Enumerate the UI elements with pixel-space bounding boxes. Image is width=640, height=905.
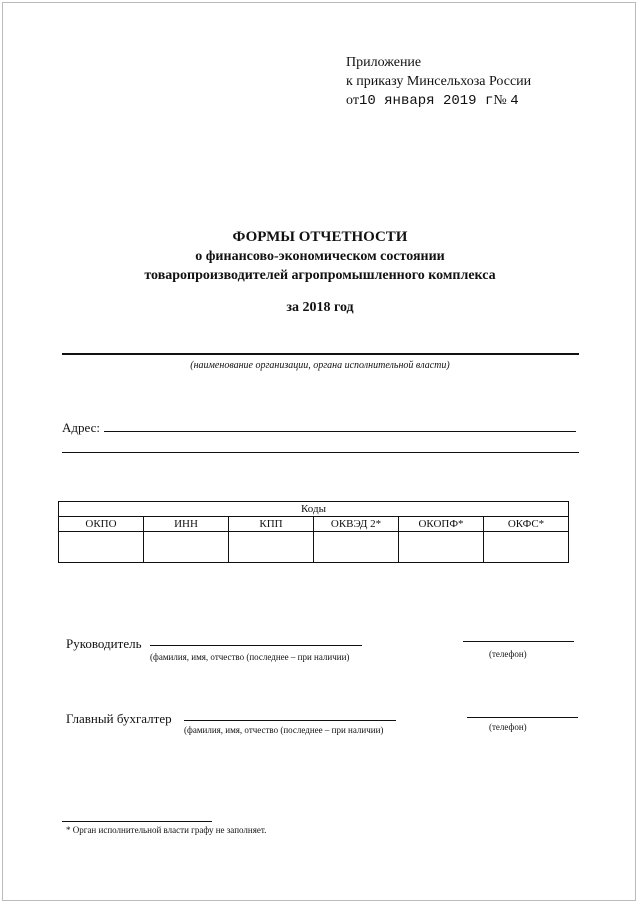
code-label-okpo: ОКПО <box>59 517 144 532</box>
code-label-okfs: ОКФС* <box>484 517 569 532</box>
code-label-inn: ИНН <box>144 517 229 532</box>
code-cell-inn[interactable] <box>144 532 229 563</box>
appendix-line2: к приказу Минсельхоза России <box>346 74 532 89</box>
code-label-okved: ОКВЭД 2* <box>314 517 399 532</box>
accountant-phone-line[interactable] <box>467 717 578 718</box>
page-subtitle-2: товаропроизводителей агропромышленного комплекса <box>144 268 496 283</box>
accountant-phone-caption: (телефон) <box>489 722 527 732</box>
appendix-number-sign: № <box>493 93 507 108</box>
appendix-block <box>346 53 531 111</box>
organization-name-line[interactable] <box>62 353 579 355</box>
footnote-separator <box>62 821 212 822</box>
appendix-from: от <box>346 93 359 108</box>
head-name-caption: (фамилия, имя, отчество (последнее – при наличии) <box>150 652 350 662</box>
appendix-date: 10 января 2019 г <box>358 93 494 109</box>
appendix-number: 4 <box>510 93 519 109</box>
code-cell-okpo[interactable] <box>59 532 144 563</box>
page-title: ФОРМЫ ОТЧЕТНОСТИ <box>232 229 408 245</box>
accountant-label: Главный бухгалтер <box>66 711 172 726</box>
report-year: за 2018 год <box>286 300 354 315</box>
appendix-line3 <box>346 91 531 111</box>
accountant-name-caption: (фамилия, имя, отчество (последнее – при наличии) <box>184 725 384 735</box>
address-line-2[interactable] <box>62 452 579 453</box>
head-phone-caption: (телефон) <box>489 649 527 659</box>
address-label: Адрес: <box>62 420 100 435</box>
codes-table <box>58 501 569 563</box>
page-subtitle-1: о финансово-экономическом состоянии <box>195 249 445 264</box>
address-line-1[interactable] <box>104 431 576 432</box>
code-cell-kpp[interactable] <box>229 532 314 563</box>
footnote-text: * Орган исполнительной власти графу не заполняет. <box>66 825 267 835</box>
appendix-line1: Приложение <box>346 55 422 70</box>
head-name-line[interactable] <box>150 645 362 646</box>
code-cell-okfs[interactable] <box>484 532 569 563</box>
code-label-kpp: КПП <box>229 517 314 532</box>
code-label-okopf: ОКОПФ* <box>399 517 484 532</box>
code-cell-okopf[interactable] <box>399 532 484 563</box>
head-phone-line[interactable] <box>463 641 574 642</box>
accountant-name-line[interactable] <box>184 720 396 721</box>
code-cell-okved[interactable] <box>314 532 399 563</box>
codes-header: Коды <box>59 502 569 517</box>
organization-caption: (наименование организации, органа исполнительной власти) <box>190 360 450 371</box>
head-label: Руководитель <box>66 636 142 651</box>
